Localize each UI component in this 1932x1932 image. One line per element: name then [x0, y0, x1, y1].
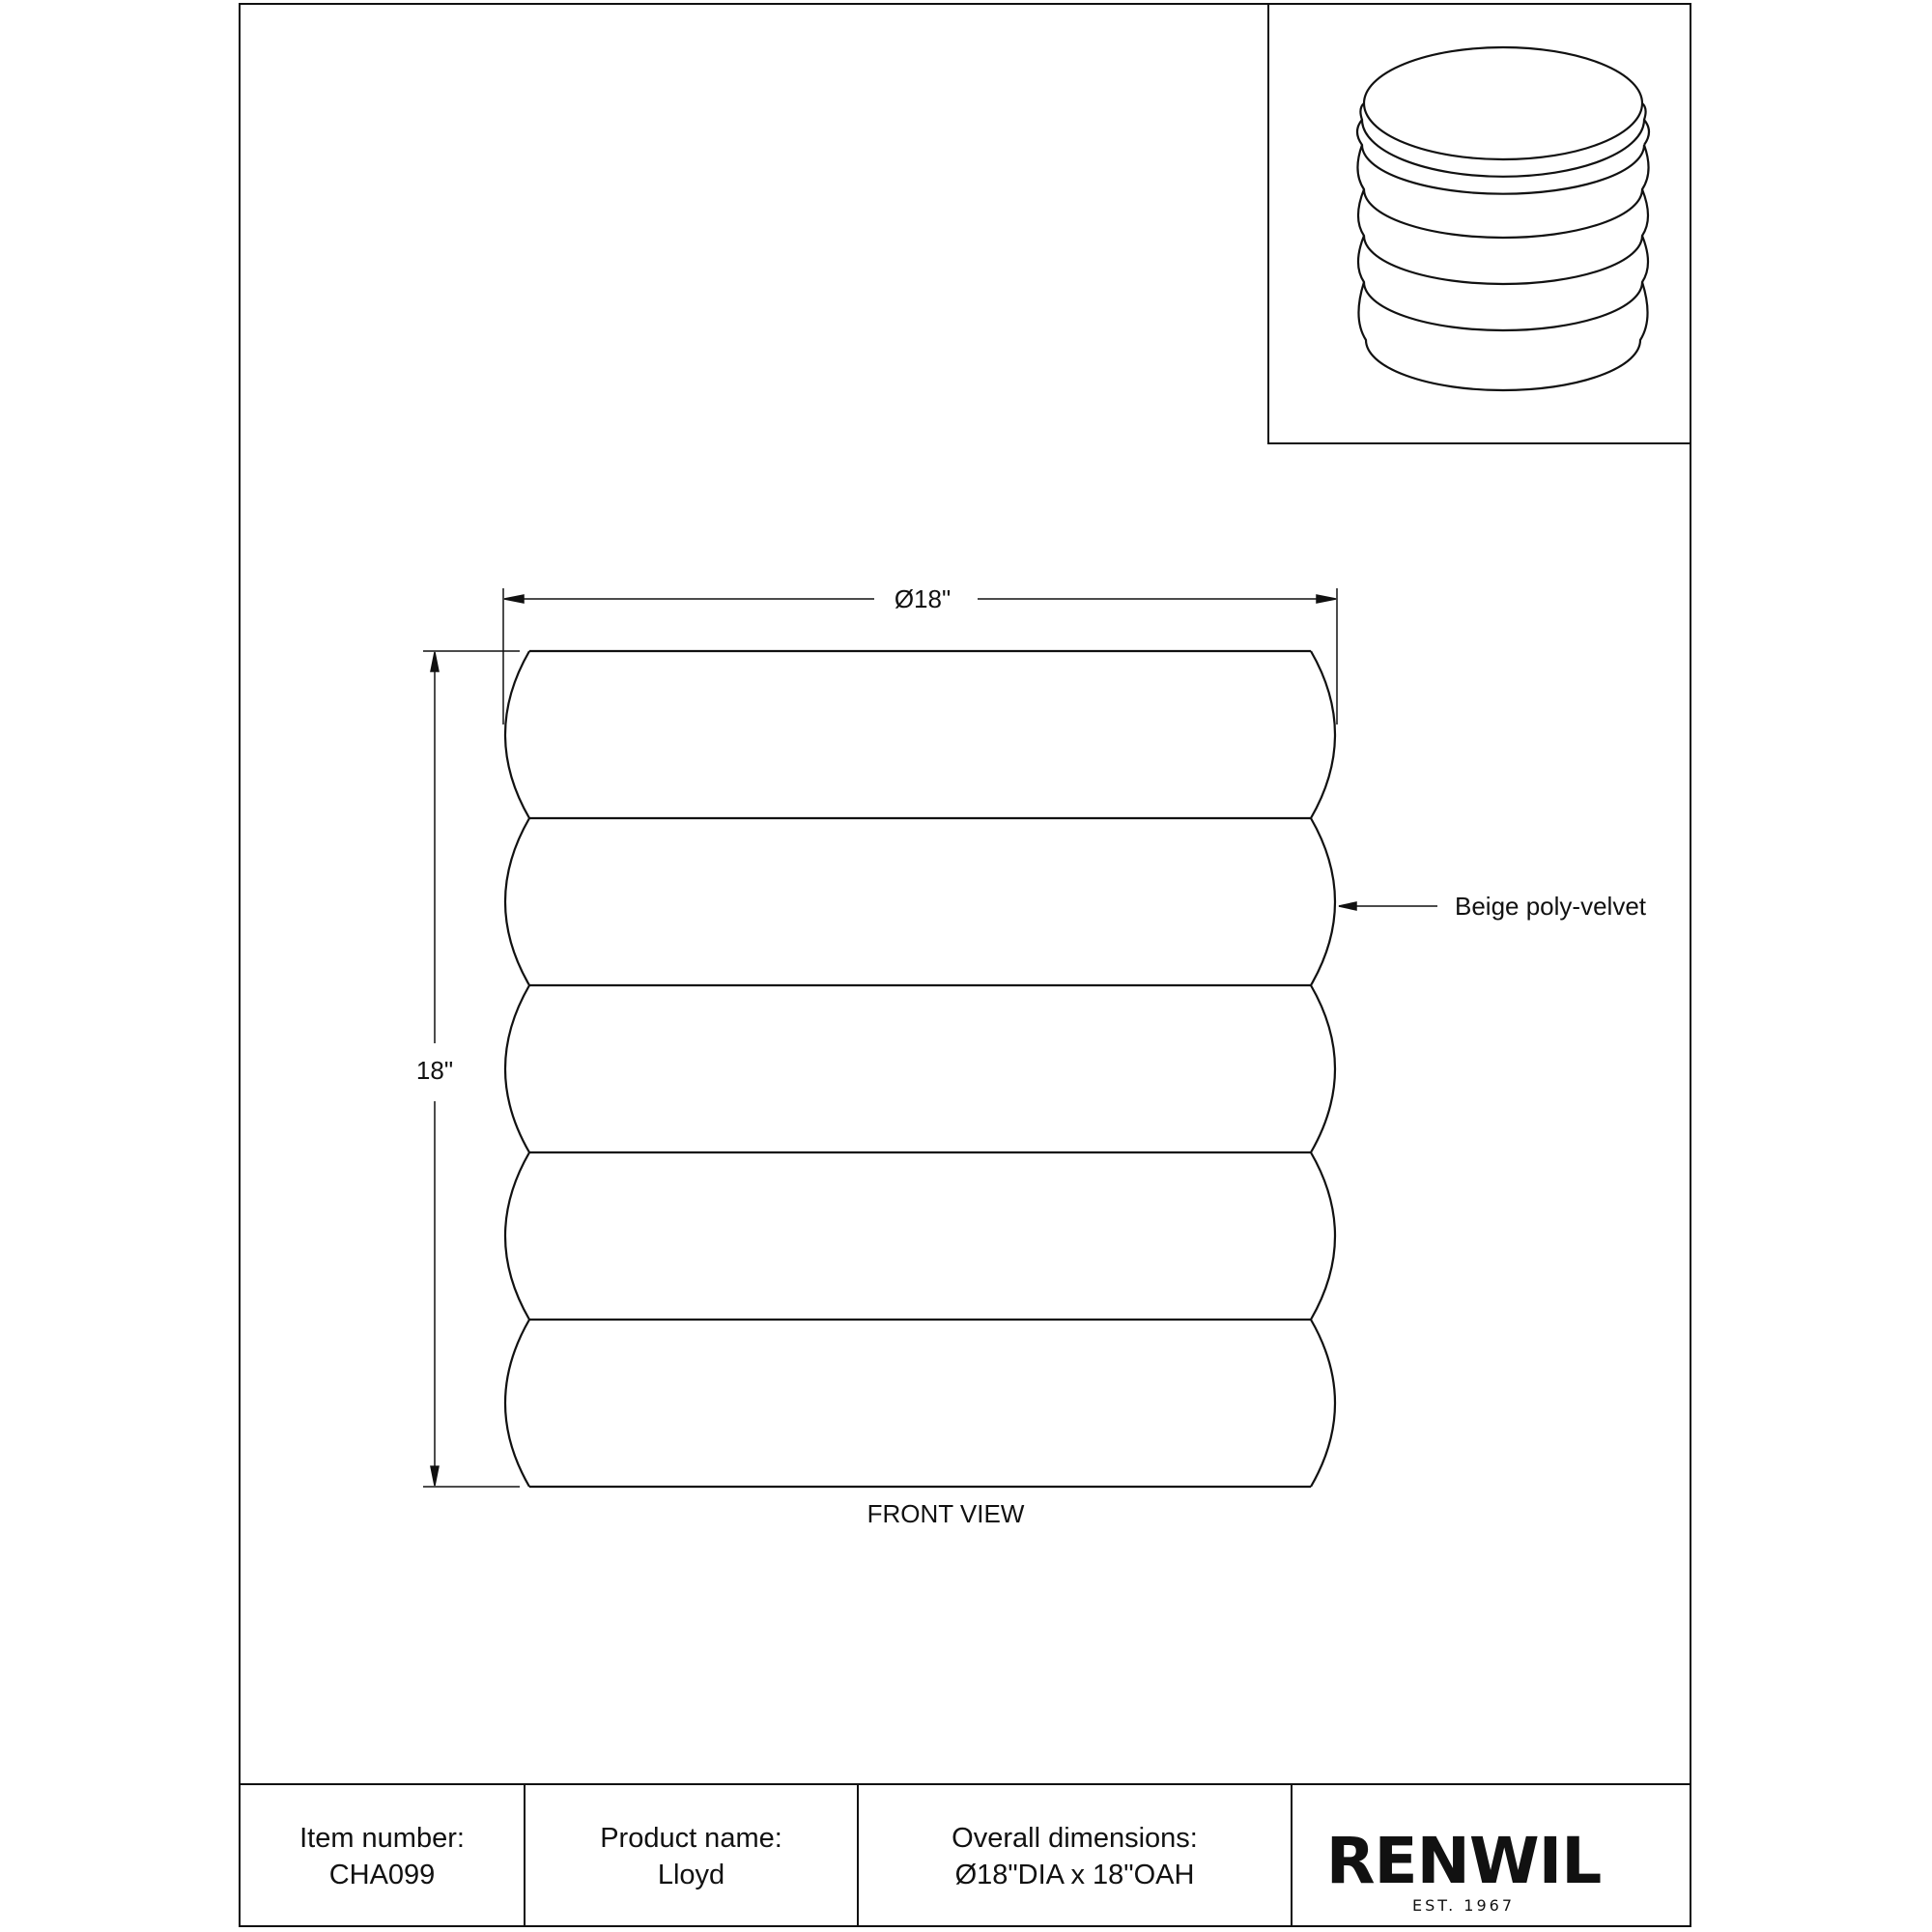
- product-name-value: Lloyd: [657, 1860, 725, 1890]
- iso-view-frame: [1268, 4, 1690, 443]
- diameter-label: Ø18": [894, 584, 952, 613]
- material-callout: Beige poly-velvet: [1455, 892, 1646, 921]
- iso-view-drawing: [1357, 47, 1649, 390]
- front-view-drawing: [505, 651, 1335, 1487]
- sheet-border: [240, 4, 1690, 1926]
- item-number-cell: [240, 1820, 525, 1893]
- product-name-cell: [525, 1820, 858, 1893]
- item-number-value: CHA099: [328, 1860, 436, 1890]
- item-number-label: Item number:: [299, 1823, 465, 1854]
- product-name-label: Product name:: [600, 1823, 782, 1854]
- view-label: FRONT VIEW: [867, 1499, 1025, 1528]
- height-label: 18": [415, 1056, 454, 1085]
- dimensions-value: Ø18"DIA x 18"OAH: [954, 1860, 1195, 1890]
- brand-name: RENWIL: [1325, 1824, 1602, 1898]
- material-leader: [1339, 902, 1437, 910]
- brand-established: EST. 1967: [1411, 1896, 1516, 1915]
- dimensions-cell: [858, 1820, 1292, 1893]
- dimensions-label: Overall dimensions:: [952, 1823, 1198, 1854]
- brand-logo: [1294, 1824, 1633, 1915]
